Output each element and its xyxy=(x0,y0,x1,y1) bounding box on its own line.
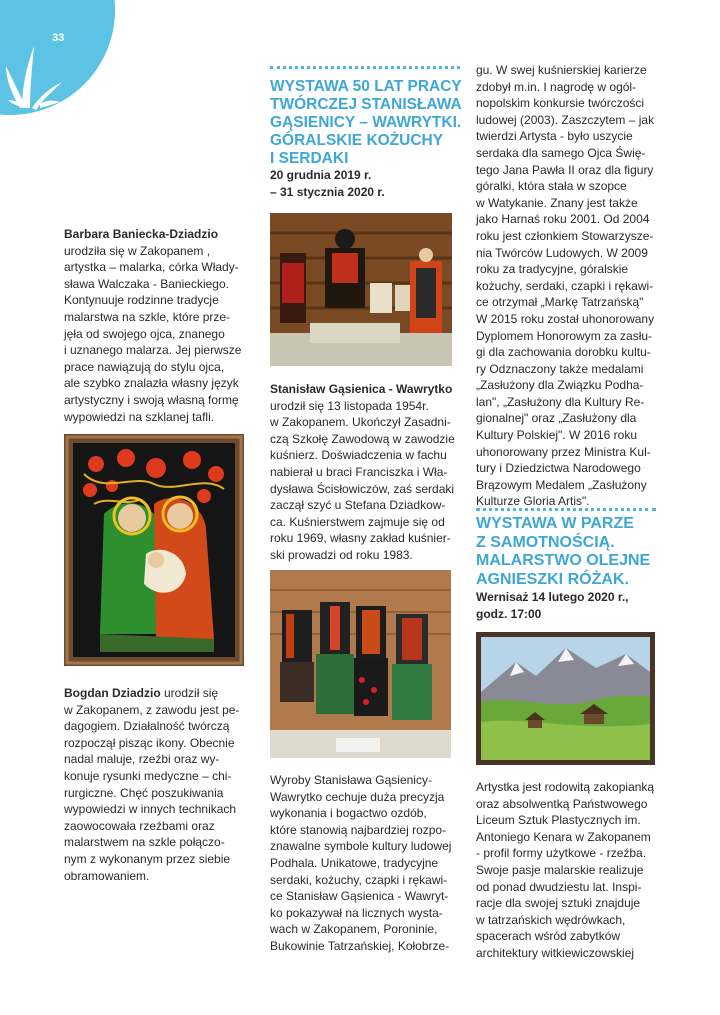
bio-bogdan xyxy=(64,685,264,884)
date-line: godz. 17:00 xyxy=(476,606,542,621)
exhibition-heading xyxy=(270,78,470,168)
text-line: rurgiczne. Chęć poszukiwania xyxy=(64,785,224,800)
text-line: ale szybko znalazła własny język xyxy=(64,376,239,391)
heading-line: WYSTAWA W PARZE xyxy=(476,515,634,532)
text-line: Bukowinie Tatrzańskiej, Kołobrze- xyxy=(270,938,450,953)
leaf-logo-icon xyxy=(0,38,70,118)
text-line: tego Jana Pawła II oraz dla figury xyxy=(476,162,654,177)
text-line: Liceum Sztuk Plastycznych im. xyxy=(476,813,641,828)
text-line: które stanowią najbardziej rozpo- xyxy=(270,822,447,837)
bio-name: Barbara Baniecka-Dziadzio xyxy=(64,227,219,241)
text-line: Dyplomem Honorowym za zasłu- xyxy=(476,328,653,343)
text-line: w Watykanie. Znany jest także xyxy=(476,195,638,210)
glass-painting-image xyxy=(64,434,244,666)
text-line: dagogiem. Działalność twórczą xyxy=(64,719,230,734)
text-line: konuje rysunki medyczne – chi- xyxy=(64,768,232,783)
text-line: „Zasłużony dla Związku Podha- xyxy=(476,378,644,393)
text-line: ko pokazywał na licznych wysta- xyxy=(270,905,443,920)
exhibition-dates xyxy=(270,167,470,200)
text-line: oraz absolwentką Państwowego xyxy=(476,796,648,811)
text-line: ludowej (2003). Zaszczytem – jak xyxy=(476,112,655,127)
text-line: Kulturze Gloria Artis". xyxy=(476,494,590,509)
dotted-divider xyxy=(476,508,656,511)
date-line: Wernisaż 14 lutego 2020 r., xyxy=(476,590,629,604)
text-line: od ponad dwudziestu lat. Inspi- xyxy=(476,879,642,894)
text-line: gionalnej" oraz „Zasłużony dla xyxy=(476,411,637,426)
bio-name: Bogdan Dziadzio xyxy=(64,686,161,700)
text-line: Swoje pasje malarskie realizuje xyxy=(476,862,644,877)
bio-name: Stanisław Gąsienica - Wawrytko xyxy=(270,382,453,396)
text-line: obramowaniem. xyxy=(64,868,150,883)
text-line: tury i Dziedzictwa Narodowego xyxy=(476,461,641,476)
text-line: w tatrzańskich wędrówkach, xyxy=(476,912,626,927)
text-line: dysława Ścisłowiczów, zaś serdaki xyxy=(270,481,455,496)
text-line: kuśnierz. Doświadczenia w fachu xyxy=(270,448,447,463)
text-line: gi dla zachowania dorobku kultu- xyxy=(476,345,651,360)
text-line: Kontynuuje rodzinne tradycje xyxy=(64,293,219,308)
text-line: wypowiedzi w innych technikach xyxy=(64,802,237,817)
heading-line: TWÓRCZEJ STANISŁAWA xyxy=(270,96,462,113)
text-line: jako Harnaś roku 2001. Od 2004 xyxy=(476,212,650,227)
text-line: Wawrytko cechuje duża precyzja xyxy=(270,789,445,804)
text-line: wach w Zakopanem, Poroninie, xyxy=(270,922,438,937)
text-line: Artystka jest rodowitą zakopianką xyxy=(476,780,655,794)
heading-line: GĄSIENICY – WAWRYTKI. xyxy=(270,114,462,131)
text-line: nabierał u braci Franciszka i Wła- xyxy=(270,464,448,479)
text-line: jęła od swojego ojca, znanego xyxy=(64,326,225,341)
text-line: twierdzi Artysta - było uszycie xyxy=(476,129,633,144)
text-line: wypowiedzi na szklanej tafli. xyxy=(64,409,215,424)
heading-line: WYSTAWA 50 LAT PRACY xyxy=(270,78,462,95)
text-line: ski prowadzi od roku 1983. xyxy=(270,547,413,562)
text-line: ry Odznaczony także medalami xyxy=(476,361,644,376)
vernissage-info xyxy=(476,589,676,622)
exhibition-photo-2 xyxy=(270,570,451,758)
text-line: rozpoczął pisząc ikony. Obecnie xyxy=(64,735,235,750)
text-line: Brązowym Medalem „Zasłużony xyxy=(476,477,647,492)
text-line: malarstwa na szkle, które prze- xyxy=(64,309,231,324)
text-stanislaw-career xyxy=(476,62,676,510)
exhibition-photo-1 xyxy=(270,213,452,366)
text-line: Kultury Polskiej". W 2016 roku xyxy=(476,428,637,443)
text-line: gu. W swej kuśnierskiej karierze xyxy=(476,63,647,77)
dotted-divider xyxy=(270,66,460,69)
text-line: zaowocowała rzeźbami oraz xyxy=(64,818,215,833)
text-line: W 2015 roku został uhonorowany xyxy=(476,311,655,326)
text-line: sława Walczaka - Banieckiego. xyxy=(64,276,229,291)
heading-line: AGNIESZKI RÓŻAK. xyxy=(476,570,629,588)
text-line: znawalne symbole kultury ludowej xyxy=(270,839,452,854)
text-line: roku jest członkiem Stowarzysze- xyxy=(476,228,654,243)
text-line: urodziła się w Zakopanem , xyxy=(64,243,211,258)
text-line: wykonania i bogactwo ozdób, xyxy=(270,806,427,821)
text-line: lan", „Zasłużony dla Kultury Re- xyxy=(476,394,645,409)
text-line: artystyczny i swoją własną formę xyxy=(64,392,239,407)
exhibition-heading-2 xyxy=(476,515,681,589)
landscape-painting-image xyxy=(476,632,655,765)
text-line: nym z wykonanym przez siebie xyxy=(64,851,231,866)
text-line: roku 1969, własny zakład kuśnier- xyxy=(270,531,451,546)
text-line: malarstwem na szkle połączo- xyxy=(64,835,225,850)
text-line: w Zakopanem. Ukończył Zasadni- xyxy=(270,415,451,430)
bio-stanislaw xyxy=(270,381,470,564)
text-line: spacerach wśród zabytków xyxy=(476,929,621,944)
text-line: ce Stanisław Gąsienica - Wawryt- xyxy=(270,889,449,904)
text-line: artystka – malarka, córka Włady- xyxy=(64,260,239,275)
text-line: ce otrzymał „Markę Tatrzańską" xyxy=(476,295,644,310)
text-line: serdaki, kożuchy, czapki i rękawi- xyxy=(270,872,448,887)
text-line: nopolskim konkursie twórczości xyxy=(476,96,645,111)
text-agnieszka-bio xyxy=(476,779,676,962)
heading-line: I SERDAKI xyxy=(270,150,349,167)
text-stanislaw-works xyxy=(270,772,470,955)
text-line: urodził się xyxy=(160,686,219,700)
heading-line: GÓRALSKIE KOŻUCHY xyxy=(270,132,444,149)
bio-barbara xyxy=(64,226,264,425)
date-line: 20 grudnia 2019 r. xyxy=(270,168,372,182)
text-line: Podhala. Unikatowe, tradycyjne xyxy=(270,855,439,870)
date-line: – 31 stycznia 2020 r. xyxy=(270,184,385,199)
text-line: w Zakopanem, z zawodu jest pe- xyxy=(64,702,240,717)
text-line: i uznanego malarza. Jej pierwsze xyxy=(64,343,242,358)
text-line: nadal maluje, rzeźbi oraz wy- xyxy=(64,752,220,767)
text-line: serdaka dla samego Ojca Świę- xyxy=(476,145,646,160)
page-number: 33 xyxy=(52,32,65,44)
text-line: - profil formy użytkowe - rzeźba. xyxy=(476,846,647,861)
text-line: kożuchy, serdaki, czapki i rękawi- xyxy=(476,278,654,293)
text-line: uhonorowany przez Ministra Kul- xyxy=(476,444,651,459)
text-line: Wyroby Stanisława Gąsienicy- xyxy=(270,773,432,787)
heading-line: Z SAMOTNOŚCIĄ. xyxy=(476,533,615,551)
text-line: roku za tradycyjne, góralskie xyxy=(476,262,629,277)
text-line: nia Twórców Ludowych. W 2009 xyxy=(476,245,648,260)
text-line: urodził się 13 listopada 1954r. xyxy=(270,398,429,413)
text-line: czą Szkołę Zawodową w zawodzie xyxy=(270,431,455,446)
text-line: prace nawiązują do stylu ojca, xyxy=(64,359,225,374)
heading-line: MALARSTWO OLEJNE xyxy=(476,552,651,569)
text-line: racje dla swojej sztuki znajduje xyxy=(476,896,641,911)
text-line: ca. Kuśnierstwem zajmuje się od xyxy=(270,514,445,529)
text-line: Antoniego Kenara w Zakopanem xyxy=(476,829,651,844)
text-line: architektury witkiewiczowskiej xyxy=(476,945,635,960)
text-line: góralki, która stała w szopce xyxy=(476,179,627,194)
text-line: zaczął szyć u Stefana Dziadkow- xyxy=(270,498,446,513)
text-line: zdobył m.in. I nagrodę w ogól- xyxy=(476,79,637,94)
